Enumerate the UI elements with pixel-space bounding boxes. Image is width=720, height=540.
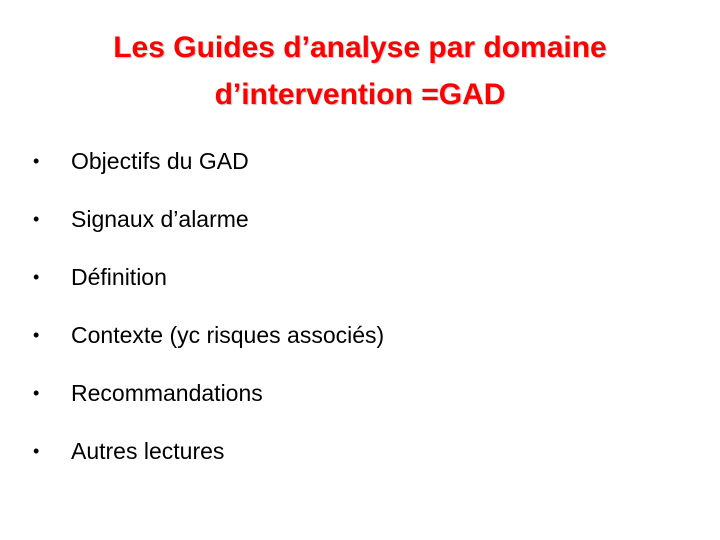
bullet-dot-icon: • <box>33 383 40 403</box>
slide-title-line-2: d’intervention =GAD <box>214 78 506 111</box>
bullet-dot-icon: • <box>33 267 40 287</box>
slide-title-line-1: Les Guides d’analyse par domaine <box>113 31 607 64</box>
bullet-text: Définition <box>71 264 167 290</box>
bullet-text: Autres lectures <box>71 438 225 464</box>
bullet-text: Objectifs du GAD <box>71 148 249 174</box>
bullet-dot-icon: • <box>33 441 40 461</box>
bullet-dot-icon: • <box>33 325 40 345</box>
bullet-dot-icon: • <box>33 151 40 171</box>
bullet-text: Recommandations <box>71 380 263 406</box>
bullet-text: Contexte (yc risques associés) <box>71 322 385 348</box>
bullet-dot-icon: • <box>33 209 40 229</box>
bullet-text: Signaux d’alarme <box>71 206 249 232</box>
slide-title <box>30 24 690 118</box>
